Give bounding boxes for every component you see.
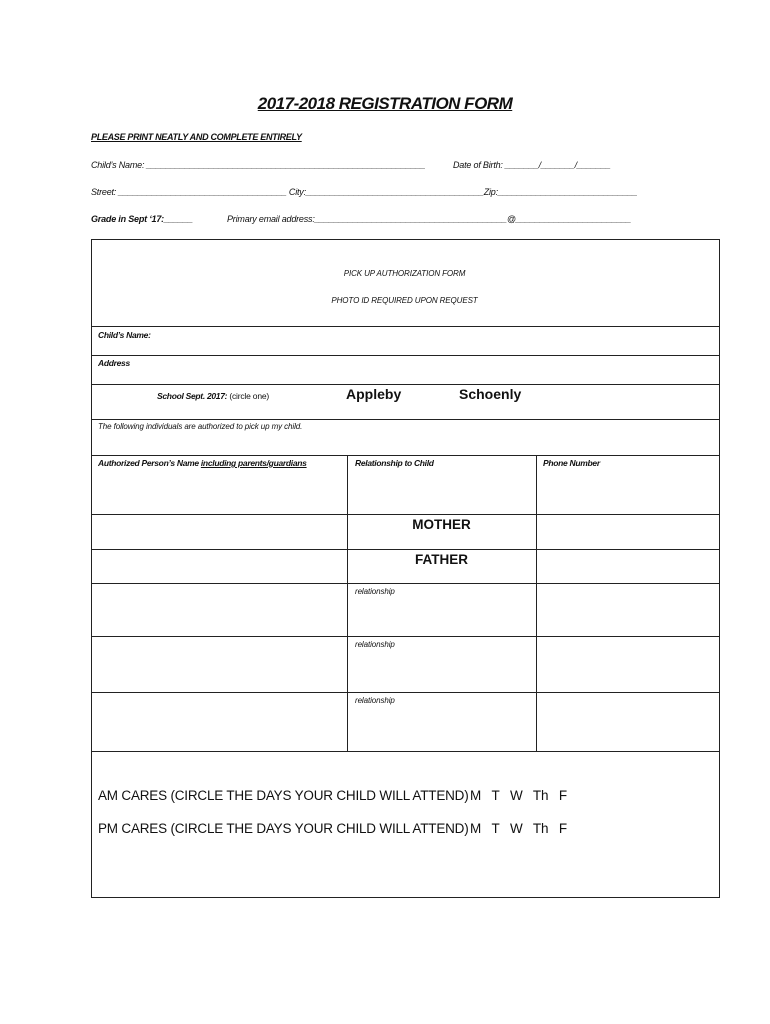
column-header-name-prefix: Authorized Person’s Name: [98, 458, 201, 468]
row-divider: [91, 455, 719, 456]
pickup-heading: PICK UP AUTHORIZATION FORM: [343, 269, 466, 278]
row-divider: [91, 583, 719, 584]
relationship-mother: MOTHER: [412, 517, 471, 532]
column-header-name: [98, 458, 307, 468]
relationship-placeholder[interactable]: relationship: [355, 696, 395, 705]
row-divider: [91, 549, 719, 550]
childs-name-label: Child’s Name:: [98, 330, 151, 340]
date-of-birth-field[interactable]: Date of Birth: _______/_______/_______: [453, 160, 611, 170]
day-monday[interactable]: M: [470, 821, 482, 836]
school-hint: (circle one): [229, 391, 269, 401]
grade-field[interactable]: [91, 214, 193, 224]
column-header-relationship: Relationship to Child: [355, 458, 434, 468]
row-divider: [91, 326, 719, 327]
instructions: PLEASE PRINT NEATLY AND COMPLETE ENTIRELY: [91, 132, 302, 142]
form-title: 2017-2018 REGISTRATION FORM: [257, 94, 513, 113]
day-friday[interactable]: F: [558, 788, 567, 803]
day-tuesday[interactable]: T: [491, 821, 500, 836]
day-friday[interactable]: F: [558, 821, 567, 836]
row-divider: [91, 384, 719, 385]
school-label: School Sept. 2017:: [157, 391, 228, 401]
relationship-placeholder[interactable]: relationship: [355, 587, 395, 596]
row-divider: [91, 692, 719, 693]
address-line-field[interactable]: Street: ___________________________________ City:_____________________________________Zip:_____________________________: [91, 187, 638, 197]
authorized-note: The following individuals are authorized to pick up my child.: [98, 422, 303, 431]
pm-cares-label: PM CARES (CIRCLE THE DAYS YOUR CHILD WILL ATTEND): [98, 821, 469, 836]
school-row: [157, 391, 269, 401]
row-divider: [91, 419, 719, 420]
grade-blank: ______: [163, 214, 193, 224]
column-divider: [347, 455, 348, 751]
row-divider: [91, 636, 719, 637]
day-thursday[interactable]: Th: [532, 821, 549, 836]
pickup-subheading: PHOTO ID REQUIRED UPON REQUEST: [331, 296, 478, 305]
column-header-phone: Phone Number: [543, 458, 600, 468]
column-divider: [536, 455, 537, 751]
am-cares-label: AM CARES (CIRCLE THE DAYS YOUR CHILD WILL ATTEND): [98, 788, 469, 803]
day-monday[interactable]: M: [470, 788, 482, 803]
day-tuesday[interactable]: T: [491, 788, 500, 803]
grade-label: Grade in Sept ‘17:: [91, 214, 164, 224]
row-divider: [91, 355, 719, 356]
row-divider: [91, 514, 719, 515]
school-option-appleby[interactable]: Appleby: [346, 386, 402, 402]
relationship-placeholder[interactable]: relationship: [355, 640, 395, 649]
day-thursday[interactable]: Th: [532, 788, 549, 803]
child-name-field[interactable]: Child’s Name: __________________________________________________________: [91, 160, 426, 170]
pm-cares-days[interactable]: [470, 821, 567, 836]
school-option-schoenly[interactable]: Schoenly: [459, 386, 522, 402]
day-wednesday[interactable]: W: [509, 821, 523, 836]
address-label: Address: [98, 358, 130, 368]
row-divider: [91, 751, 719, 752]
am-cares-days[interactable]: [470, 788, 567, 803]
column-header-name-suffix: including parents/guardians: [200, 458, 307, 468]
day-wednesday[interactable]: W: [509, 788, 523, 803]
email-field[interactable]: Primary email address:________________________________________@________________________: [227, 214, 632, 224]
relationship-father: FATHER: [415, 552, 468, 567]
